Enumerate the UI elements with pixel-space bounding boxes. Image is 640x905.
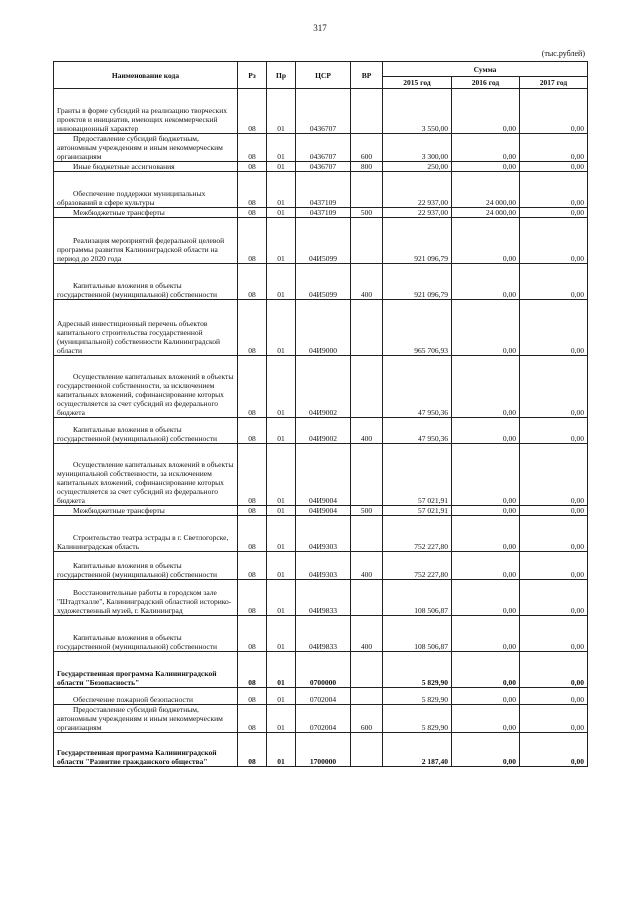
- cell-pr: 01: [267, 218, 296, 264]
- table-row: [54, 688, 588, 705]
- cell-pr: 01: [267, 552, 296, 580]
- cell-2015: 47 950,36: [383, 356, 452, 418]
- cell-vr: [351, 444, 383, 506]
- cell-rz: 08: [238, 162, 267, 172]
- cell-2015: 108 506,87: [383, 580, 452, 616]
- cell-csr: 04И9303: [296, 552, 351, 580]
- cell-2017: 0,00: [520, 264, 588, 300]
- cell-2015: 22 937,00: [383, 208, 452, 218]
- header-name: Наименование кода: [54, 62, 238, 89]
- cell-csr: 04И9002: [296, 356, 351, 418]
- cell-2016: 0,00: [452, 300, 520, 356]
- cell-2017: 0,00: [520, 516, 588, 552]
- cell-vr: [351, 688, 383, 705]
- cell-2015: 921 096,79: [383, 218, 452, 264]
- cell-pr: 01: [267, 208, 296, 218]
- cell-pr: 01: [267, 356, 296, 418]
- cell-csr: 0436707: [296, 89, 351, 134]
- cell-csr: 0437109: [296, 172, 351, 208]
- cell-csr: 0437109: [296, 208, 351, 218]
- cell-2017: 0,00: [520, 356, 588, 418]
- cell-2017: 0,00: [520, 552, 588, 580]
- cell-2016: 0,00: [452, 705, 520, 733]
- cell-2017: 0,00: [520, 733, 588, 767]
- table-row: [54, 162, 588, 172]
- cell-pr: 01: [267, 300, 296, 356]
- cell-vr: [351, 89, 383, 134]
- cell-rz: 08: [238, 89, 267, 134]
- header-rz: Рз: [238, 62, 267, 89]
- cell-2016: 0,00: [452, 580, 520, 616]
- cell-csr: 0700000: [296, 652, 351, 688]
- header-2016: 2016 год: [452, 77, 520, 89]
- cell-rz: 08: [238, 688, 267, 705]
- cell-rz: 08: [238, 652, 267, 688]
- cell-2016: 0,00: [452, 688, 520, 705]
- cell-2015: 965 706,93: [383, 300, 452, 356]
- table-row: [54, 506, 588, 516]
- cell-2017: 0,00: [520, 444, 588, 506]
- cell-pr: 01: [267, 733, 296, 767]
- cell-vr: [351, 300, 383, 356]
- cell-name: Капитальные вложения в объекты государственной (муниципальной) собственности: [54, 264, 238, 300]
- cell-vr: [351, 580, 383, 616]
- header-2017: 2017 год: [520, 77, 588, 89]
- table-row: [54, 552, 588, 580]
- cell-vr: 400: [351, 418, 383, 444]
- cell-2016: 0,00: [452, 418, 520, 444]
- cell-2015: 5 829,90: [383, 705, 452, 733]
- cell-csr: 04И9303: [296, 516, 351, 552]
- cell-pr: 01: [267, 134, 296, 162]
- cell-rz: 08: [238, 516, 267, 552]
- cell-name: Межбюджетные трансферты: [54, 506, 238, 516]
- cell-name: Межбюджетные трансферты: [54, 208, 238, 218]
- cell-csr: 04И9004: [296, 506, 351, 516]
- cell-csr: 04И9002: [296, 418, 351, 444]
- cell-vr: 600: [351, 134, 383, 162]
- cell-rz: 08: [238, 705, 267, 733]
- cell-2016: 0,00: [452, 616, 520, 652]
- table-row: [54, 580, 588, 616]
- cell-rz: 08: [238, 356, 267, 418]
- header-sum: Сумма: [383, 62, 588, 77]
- cell-vr: [351, 356, 383, 418]
- cell-rz: 08: [238, 134, 267, 162]
- cell-csr: 04И5099: [296, 264, 351, 300]
- cell-name: Обеспечение поддержки муниципальных образований в сфере культуры: [54, 172, 238, 208]
- cell-pr: 01: [267, 418, 296, 444]
- cell-2017: 0,00: [520, 208, 588, 218]
- cell-csr: 04И9833: [296, 616, 351, 652]
- cell-2016: 0,00: [452, 552, 520, 580]
- table-row: [54, 733, 588, 767]
- table-row: [54, 516, 588, 552]
- cell-pr: 01: [267, 172, 296, 208]
- table-row: [54, 652, 588, 688]
- cell-2015: 57 021,91: [383, 506, 452, 516]
- table-row: [54, 172, 588, 208]
- cell-2016: 0,00: [452, 652, 520, 688]
- cell-csr: 1700000: [296, 733, 351, 767]
- cell-name: Капитальные вложения в объекты государственной (муниципальной) собственности: [54, 616, 238, 652]
- cell-2017: 0,00: [520, 688, 588, 705]
- cell-name: Реализация мероприятий федеральной целевой программы развития Калининградской области на период до 2020 года: [54, 218, 238, 264]
- cell-2017: 0,00: [520, 652, 588, 688]
- cell-pr: 01: [267, 652, 296, 688]
- cell-rz: 08: [238, 172, 267, 208]
- cell-2016: 0,00: [452, 134, 520, 162]
- cell-rz: 08: [238, 506, 267, 516]
- cell-vr: 600: [351, 705, 383, 733]
- table-row: [54, 89, 588, 134]
- cell-rz: 08: [238, 418, 267, 444]
- table-row: [54, 264, 588, 300]
- cell-2015: 108 506,87: [383, 616, 452, 652]
- cell-pr: 01: [267, 705, 296, 733]
- cell-pr: 01: [267, 516, 296, 552]
- cell-2017: 0,00: [520, 506, 588, 516]
- cell-2015: 3 300,00: [383, 134, 452, 162]
- cell-name: Государственная программа Калининградской области "Развитие гражданского общества": [54, 733, 238, 767]
- cell-vr: [351, 652, 383, 688]
- cell-name: Восстановительные работы в городском зале "Штадтхалле", Калининградский областной историко-художественный музей, г. Калининград: [54, 580, 238, 616]
- cell-2015: 2 187,40: [383, 733, 452, 767]
- cell-rz: 08: [238, 616, 267, 652]
- cell-2017: 0,00: [520, 89, 588, 134]
- cell-name: Строительство театра эстрады в г. Светлогорске, Калининградская область: [54, 516, 238, 552]
- cell-2016: 0,00: [452, 264, 520, 300]
- cell-2015: 5 829,90: [383, 688, 452, 705]
- cell-vr: [351, 516, 383, 552]
- cell-name: Гранты в форме субсидий на реализацию творческих проектов и инициатив, имеющих некоммерческий инновационный характер: [54, 89, 238, 134]
- cell-vr: 400: [351, 264, 383, 300]
- cell-vr: [351, 172, 383, 208]
- cell-rz: 08: [238, 580, 267, 616]
- cell-2015: 752 227,80: [383, 552, 452, 580]
- cell-rz: 08: [238, 218, 267, 264]
- cell-csr: 04И9833: [296, 580, 351, 616]
- cell-2017: 0,00: [520, 134, 588, 162]
- table-row: [54, 616, 588, 652]
- cell-2017: 0,00: [520, 162, 588, 172]
- cell-2016: 0,00: [452, 356, 520, 418]
- cell-2015: 47 950,36: [383, 418, 452, 444]
- cell-2015: 5 829,90: [383, 652, 452, 688]
- cell-pr: 01: [267, 264, 296, 300]
- cell-name: Предоставление субсидий бюджетным, автономным учреждениям и иным некоммерческим организациям: [54, 134, 238, 162]
- header-pr: Пр: [267, 62, 296, 89]
- cell-csr: 0436707: [296, 162, 351, 172]
- cell-pr: 01: [267, 506, 296, 516]
- cell-name: Осуществление капитальных вложений в объекты муниципальной собственности, за исключением капитальных вложений, софинансирование которых осуществляется за счет субсидий из федерального бюджета: [54, 444, 238, 506]
- cell-2016: 0,00: [452, 89, 520, 134]
- table-row: [54, 418, 588, 444]
- cell-2017: 0,00: [520, 616, 588, 652]
- cell-2016: 0,00: [452, 733, 520, 767]
- table-row: [54, 218, 588, 264]
- cell-2016: 0,00: [452, 516, 520, 552]
- cell-vr: 400: [351, 616, 383, 652]
- cell-2017: 0,00: [520, 300, 588, 356]
- page-number: 317: [313, 23, 327, 33]
- header-2015: 2015 год: [383, 77, 452, 89]
- cell-2017: 0,00: [520, 418, 588, 444]
- cell-name: Осуществление капитальных вложений в объекты государственной собственности, за исключением капитальных вложений, софинансирование которых осуществляется за счет субсидий из федерального бюджета: [54, 356, 238, 418]
- cell-2016: 0,00: [452, 506, 520, 516]
- cell-2015: 752 227,80: [383, 516, 452, 552]
- cell-2015: 3 550,00: [383, 89, 452, 134]
- units-label: (тыс.рублей): [541, 49, 585, 58]
- cell-2017: 0,00: [520, 218, 588, 264]
- cell-pr: 01: [267, 580, 296, 616]
- budget-table: [53, 61, 588, 767]
- table-row: [54, 134, 588, 162]
- cell-rz: 08: [238, 444, 267, 506]
- cell-pr: 01: [267, 89, 296, 134]
- cell-name: Государственная программа Калининградской области "Безопасность": [54, 652, 238, 688]
- table-row: [54, 208, 588, 218]
- cell-csr: 0702004: [296, 688, 351, 705]
- table-row: [54, 300, 588, 356]
- cell-vr: 800: [351, 162, 383, 172]
- cell-2015: 921 096,79: [383, 264, 452, 300]
- cell-pr: 01: [267, 444, 296, 506]
- cell-rz: 08: [238, 264, 267, 300]
- cell-name: Капитальные вложения в объекты государственной (муниципальной) собственности: [54, 418, 238, 444]
- cell-csr: 04И9004: [296, 444, 351, 506]
- cell-vr: 500: [351, 208, 383, 218]
- table-row: [54, 356, 588, 418]
- cell-pr: 01: [267, 688, 296, 705]
- cell-2016: 24 000,00: [452, 208, 520, 218]
- cell-vr: 500: [351, 506, 383, 516]
- cell-rz: 08: [238, 733, 267, 767]
- cell-2015: 22 937,00: [383, 172, 452, 208]
- header-csr: ЦСР: [296, 62, 351, 89]
- cell-2016: 24 000,00: [452, 172, 520, 208]
- cell-vr: 400: [351, 552, 383, 580]
- cell-csr: 04И5099: [296, 218, 351, 264]
- cell-2017: 0,00: [520, 580, 588, 616]
- cell-pr: 01: [267, 616, 296, 652]
- table-body: [54, 89, 588, 767]
- cell-csr: 0702004: [296, 705, 351, 733]
- cell-name: Обеспечение пожарной безопасности: [54, 688, 238, 705]
- cell-rz: 08: [238, 300, 267, 356]
- cell-2017: 0,00: [520, 705, 588, 733]
- cell-name: Предоставление субсидий бюджетным, автономным учреждениям и иным некоммерческим организациям: [54, 705, 238, 733]
- cell-name: Капитальные вложения в объекты государственной (муниципальной) собственности: [54, 552, 238, 580]
- cell-rz: 08: [238, 208, 267, 218]
- cell-csr: 0436707: [296, 134, 351, 162]
- cell-2016: 0,00: [452, 162, 520, 172]
- cell-csr: 04И9000: [296, 300, 351, 356]
- cell-name: Адресный инвестиционный перечень объектов капитального строительства государственной (муниципальной) собственности Калининградской области: [54, 300, 238, 356]
- cell-2016: 0,00: [452, 218, 520, 264]
- cell-2015: 250,00: [383, 162, 452, 172]
- cell-name: Иные бюджетные ассигнования: [54, 162, 238, 172]
- cell-2016: 0,00: [452, 444, 520, 506]
- table-row: [54, 444, 588, 506]
- cell-2017: 0,00: [520, 172, 588, 208]
- cell-rz: 08: [238, 552, 267, 580]
- header-vr: ВР: [351, 62, 383, 89]
- cell-vr: [351, 733, 383, 767]
- cell-vr: [351, 218, 383, 264]
- cell-2015: 57 021,91: [383, 444, 452, 506]
- table-row: [54, 705, 588, 733]
- cell-pr: 01: [267, 162, 296, 172]
